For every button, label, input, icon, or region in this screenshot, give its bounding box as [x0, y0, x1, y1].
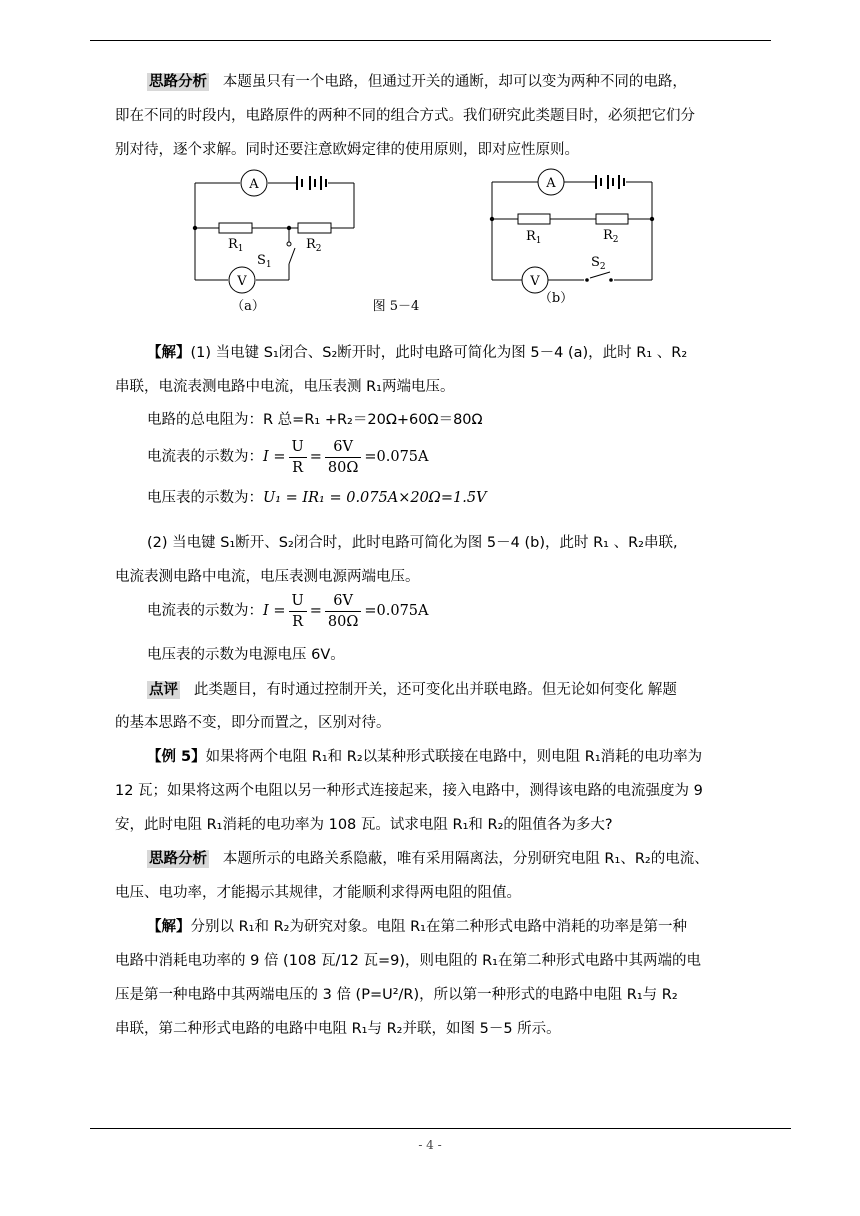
circuit-b [492, 169, 652, 293]
figure-a-label: （a） [231, 299, 265, 314]
solution-2-line-2: 电流表测电路中电流，电压表测电源两端电压。 [115, 569, 420, 585]
voltmeter-reading-line-1: 电压表的示数为：U₁ = IR₁ = 0.075A×20Ω=1.5V [147, 490, 487, 506]
r2-b-label: $R_2$ [603, 228, 619, 245]
r2-a-label: $R_2$ [306, 237, 322, 254]
comment-line-1: 点评 此类题目，有时通过控制开关，还可变化出并联电路。但无论如何变化 解题 [149, 682, 677, 698]
example-5-line-3: 安，此时电阻 R₁消耗的电功率为 108 瓦。试求电阻 R₁和 R₂的阻值各为多大? [115, 817, 613, 833]
fraction-6v-over-80ohm-2: $\frac{6V}{80\Omega}$ [325, 591, 361, 632]
ammeter-b-label: A [546, 176, 556, 191]
solution-5-line-1: 【解】分别以 R₁和 R₂为研究对象。电阻 R₁在第二种形式电路中消耗的功率是第一种 [147, 919, 687, 935]
resistor-r1-a [219, 223, 252, 233]
fraction-u-over-r-2: $\frac{U}{R}$ [289, 591, 307, 632]
solution-2-line-1: (2) 当电键 S₁断开、S₂闭合时，此时电路可简化为图 5－4 (b)，此时 R₁ 、R₂串联, [147, 535, 678, 551]
example-5-line-1: 【例 5】如果将两个电阻 R₁和 R₂以某种形式联接在电路中，则电阻 R₁消耗的电功率为 [147, 749, 703, 765]
total-resistance-line: 电路的总电阻为：R 总=R₁ +R₂＝20Ω+60Ω＝80Ω [147, 412, 483, 428]
ammeter-reading-line-1: 电流表的示数为： I = $\frac{U}{R}$ = $\frac{6V}{80\Omega}$ =0.075A [147, 438, 429, 476]
solution-tag-2: 【解】 [147, 919, 191, 935]
solution-1-text: (1) 当电键 S₁闭合、S₂断开时，此时电路可简化为图 5－4 (a)，此时 R₁ 、R₂ [190, 345, 688, 361]
voltmeter-b-label: V [530, 274, 540, 289]
comment-tag: 点评 [149, 682, 178, 698]
comment-line-2: 的基本思路不变，即分而置之，区别对待。 [115, 715, 391, 731]
solution-tag: 【解】 [147, 345, 191, 361]
solution-5-line-2: 电路中消耗电功率的 9 倍 (108 瓦/12 瓦=9)，则电阻的 R₁在第二种形式电路中其两端的电 [115, 953, 701, 969]
footer-rule [90, 1128, 791, 1129]
page-number: - 4 - [418, 1138, 442, 1152]
example-tag: 【例 5】 [147, 749, 206, 765]
resistor-r2-b [596, 214, 628, 224]
solution-5-line-3: 压是第一种电路中其两端电压的 3 倍 (P=U²/R)，所以第一种形式的电路中电阻 R₁与 R₂ [115, 987, 678, 1003]
switch-s2-blade [590, 272, 610, 278]
solution-1-line-2: 串联，电流表测电路中电流，电压表测 R₁两端电压。 [115, 379, 455, 395]
solution-5-line-4: 串联，第二种形式电路的电路中电阻 R₁与 R₂并联，如图 5－5 所示。 [115, 1021, 561, 1037]
solution-1-line-1 [147, 343, 687, 363]
r1-b-label: $R_1$ [526, 229, 542, 246]
ammeter-a-label: A [249, 177, 259, 192]
analysis-tag-2: 思路分析 [149, 851, 207, 867]
example-5-line-2: 12 瓦；如果将这两个电阻以另一种形式连接起来，接入电路中，测得该电路的电流强度为 9 [115, 783, 703, 799]
fraction-u-over-r: $\frac{U}{R}$ [289, 437, 307, 478]
analysis-tag: 思路分析 [149, 74, 207, 90]
resistor-r2-a [298, 223, 331, 233]
ammeter-reading-line-2: 电流表的示数为： I = $\frac{U}{R}$ = $\frac{6V}{80\Omega}$ =0.075A [147, 592, 429, 630]
analysis-1-line-3: 别对待，逐个求解。同时还要注意欧姆定律的使用原则，即对应性原则。 [115, 142, 579, 158]
circuit-figure-5-4 [0, 168, 860, 328]
figure-caption: 图 5－4 [372, 299, 420, 314]
analysis-1-line-1 [147, 72, 687, 92]
analysis-2-line-2: 电压、电功率，才能揭示其规律，才能顺利求得两电阻的阻值。 [115, 885, 521, 901]
fraction-6v-over-80ohm: $\frac{6V}{80\Omega}$ [325, 437, 361, 478]
circuit-a [195, 170, 354, 293]
figure-b-label: （b） [538, 291, 574, 306]
s1-label: $S_1$ [257, 253, 272, 270]
analysis-2-line-1: 思路分析 本题所示的电路关系隐蔽，唯有采用隔离法，分别研究电阻 R₁、R₂的电流、 [149, 851, 709, 867]
switch-s1-blade [289, 248, 295, 264]
analysis-text: 本题虽只有一个电路，但通过开关的通断，却可以变为两种不同的电路， [222, 74, 687, 90]
voltmeter-reading-line-2: 电压表的示数为电源电压 6V。 [147, 647, 345, 663]
r1-a-label: $R_1$ [228, 237, 244, 254]
resistor-r1-b [518, 214, 550, 224]
voltmeter-a-label: V [237, 274, 247, 289]
analysis-1-line-2: 即在不同的时段内，电路原件的两种不同的组合方式。我们研究此类题目时，必须把它们分 [115, 108, 695, 124]
header-rule [90, 40, 771, 41]
s2-label: $S_2$ [591, 255, 606, 272]
